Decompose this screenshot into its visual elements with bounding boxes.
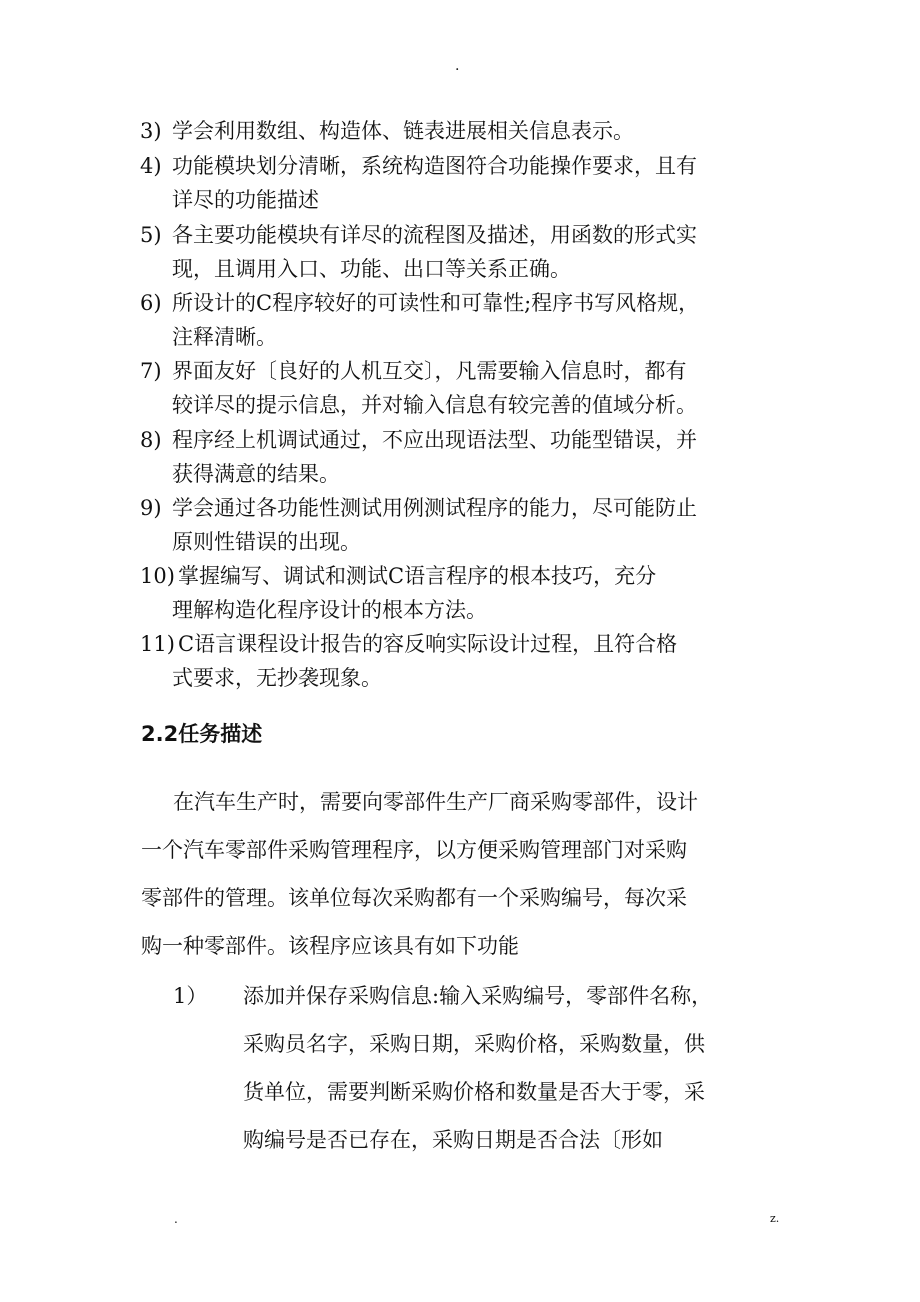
list-item [140,491,820,559]
function-item-line: 购编号是否已存在，采购日期是否合法〔形如 [243,1128,663,1152]
list-item [140,114,820,148]
item-text: 获得满意的结果。 [172,462,340,486]
list-item [140,354,820,422]
section-title: 2.2任务描述 [141,722,263,746]
item-number: 8) [140,428,162,452]
item-text: 功能模块划分清晰，系统构造图符合功能操作要求，且有 [172,154,697,178]
item-text: 原则性错误的出现。 [172,530,361,554]
function-item-line: 添加并保存采购信息:输入采购编号，零部件名称， [243,984,713,1008]
item-text: 各主要功能模块有详尽的流程图及描述，用函数的形式实 [172,223,697,247]
paragraph-line: 购一种零部件。该程序应该具有如下功能 [141,934,519,958]
function-item-line: 货单位，需要判断采购价格和数量是否大于零，采 [243,1080,705,1104]
list-item [140,149,820,217]
list-item [140,627,820,695]
item-text: 详尽的功能描述 [172,188,319,212]
function-item-number: 1） [173,984,208,1008]
item-number: 9) [140,496,162,520]
item-text: 现，且调用入口、功能、出口等关系正确。 [172,257,571,281]
item-text: C语言课程设计报告的容反响实际设计过程，且符合格 [178,632,678,656]
list-item [140,286,820,354]
item-number: 10) [140,564,175,588]
item-number: 7) [140,359,162,383]
item-number: 6) [140,291,162,315]
paragraph-line: 零部件的管理。该单位每次采购都有一个采购编号，每次采 [141,886,687,910]
item-text: 掌握编写、调试和测试C语言程序的根本技巧，充分 [178,564,657,588]
item-text: 注释清晰。 [172,325,277,349]
item-text: 界面友好〔良好的人机互交〕，凡需要输入信息时，都有 [172,359,687,383]
footer-left-mark: . [174,1212,178,1226]
paragraph-line: 在汽车生产时，需要向零部件生产厂商采购零部件，设计 [173,790,698,814]
item-text: 学会利用数组、构造体、链表进展相关信息表示。 [172,119,634,143]
item-text: 学会通过各功能性测试用例测试程序的能力，尽可能防止 [172,496,697,520]
footer-right-mark: z. [770,1212,780,1225]
item-text: 理解构造化程序设计的根本方法。 [172,598,487,622]
item-text: 较详尽的提示信息，并对输入信息有较完善的值域分析。 [172,393,697,417]
function-item-line: 采购员名字，采购日期，采购价格，采购数量，供 [243,1032,705,1056]
item-number: 3) [140,119,162,143]
list-item [140,218,820,286]
header-mark: . [455,58,460,74]
item-text: 所设计的C程序较好的可读性和可靠性;程序书写风格规， [172,291,700,315]
item-text: 程序经上机调试通过，不应出现语法型、功能型错误，并 [172,428,697,452]
list-item [140,423,820,491]
paragraph-line: 一个汽车零部件采购管理程序，以方便采购管理部门对采购 [141,838,687,862]
item-number: 5) [140,223,162,247]
item-number: 4) [140,154,162,178]
list-item [140,559,820,627]
item-text: 式要求，无抄袭现象。 [172,666,382,690]
item-number: 11) [140,632,175,656]
